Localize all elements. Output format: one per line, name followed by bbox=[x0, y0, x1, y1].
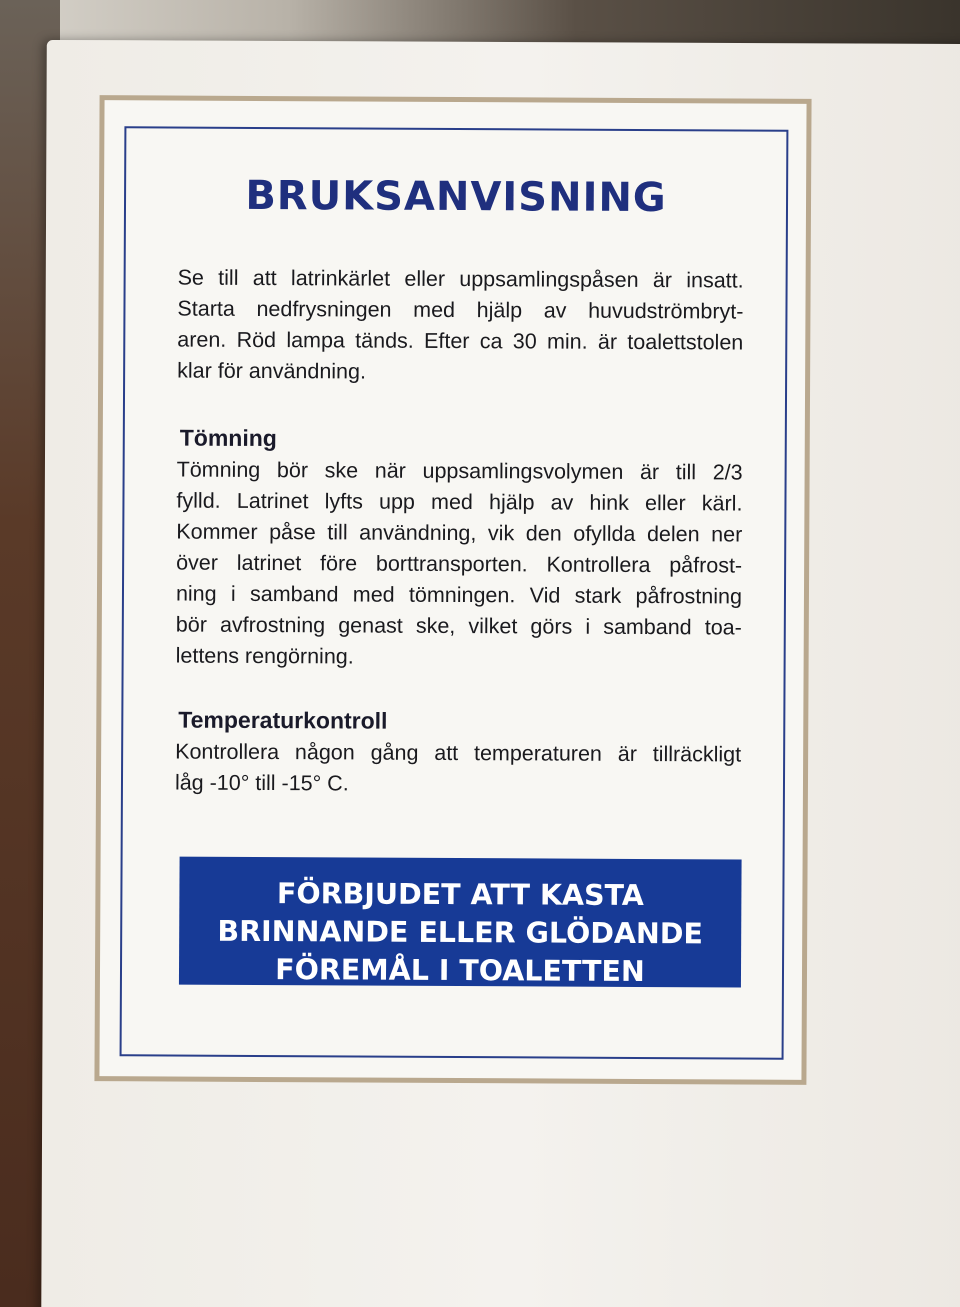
heading-emptying: Tömning bbox=[179, 424, 277, 452]
temperature-line: låg -10° till -15° C. bbox=[174, 770, 349, 796]
inner-frame bbox=[120, 126, 789, 1059]
warning-banner bbox=[179, 857, 742, 988]
instruction-label bbox=[94, 95, 811, 1085]
label-title: BRUKSANVISNING bbox=[245, 172, 667, 222]
emptying-line: lettens rengörning. bbox=[175, 643, 354, 669]
emptying-line: bör avfrostning genast ske, vilket görs i samband toa- bbox=[175, 612, 742, 640]
intro-paragraph bbox=[177, 263, 744, 390]
intro-line: Se till att latrinkärlet eller uppsamlingspåsen är insatt. bbox=[177, 265, 744, 293]
emptying-line: ning i samband med tömningen. Vid stark påfrostning bbox=[175, 581, 743, 609]
emptying-paragraph bbox=[176, 455, 743, 675]
temperature-line: Kontrollera någon gång att temperaturen är tillräckligt bbox=[175, 739, 742, 767]
warning-line: BRINNANDE ELLER GLÖDANDE bbox=[217, 914, 704, 951]
intro-line: klar för användning. bbox=[177, 358, 367, 384]
warning-line: FÖREMÅL I TOALETTEN bbox=[275, 953, 645, 989]
intro-line: aren. Röd lampa tänds. Efter ca 30 min. är toalettstolen bbox=[177, 327, 744, 355]
emptying-line: över latrinet före borttransporten. Kontrollera påfrost- bbox=[176, 550, 743, 578]
warning-line: FÖRBJUDET ATT KASTA bbox=[276, 877, 644, 913]
intro-line: Starta nedfrysningen med hjälp av huvudströmbryt- bbox=[177, 296, 744, 324]
emptying-line: Tömning bör ske när uppsamlingsvolymen är till 2/3 bbox=[176, 457, 743, 485]
temperature-paragraph bbox=[175, 737, 741, 802]
emptying-line: Kommer påse till användning, vik den ofyllda delen ner bbox=[176, 519, 743, 547]
emptying-line: fylld. Latrinet lyfts upp med hjälp av hink eller kärl. bbox=[176, 488, 743, 516]
heading-temperature: Temperaturkontroll bbox=[178, 706, 388, 734]
